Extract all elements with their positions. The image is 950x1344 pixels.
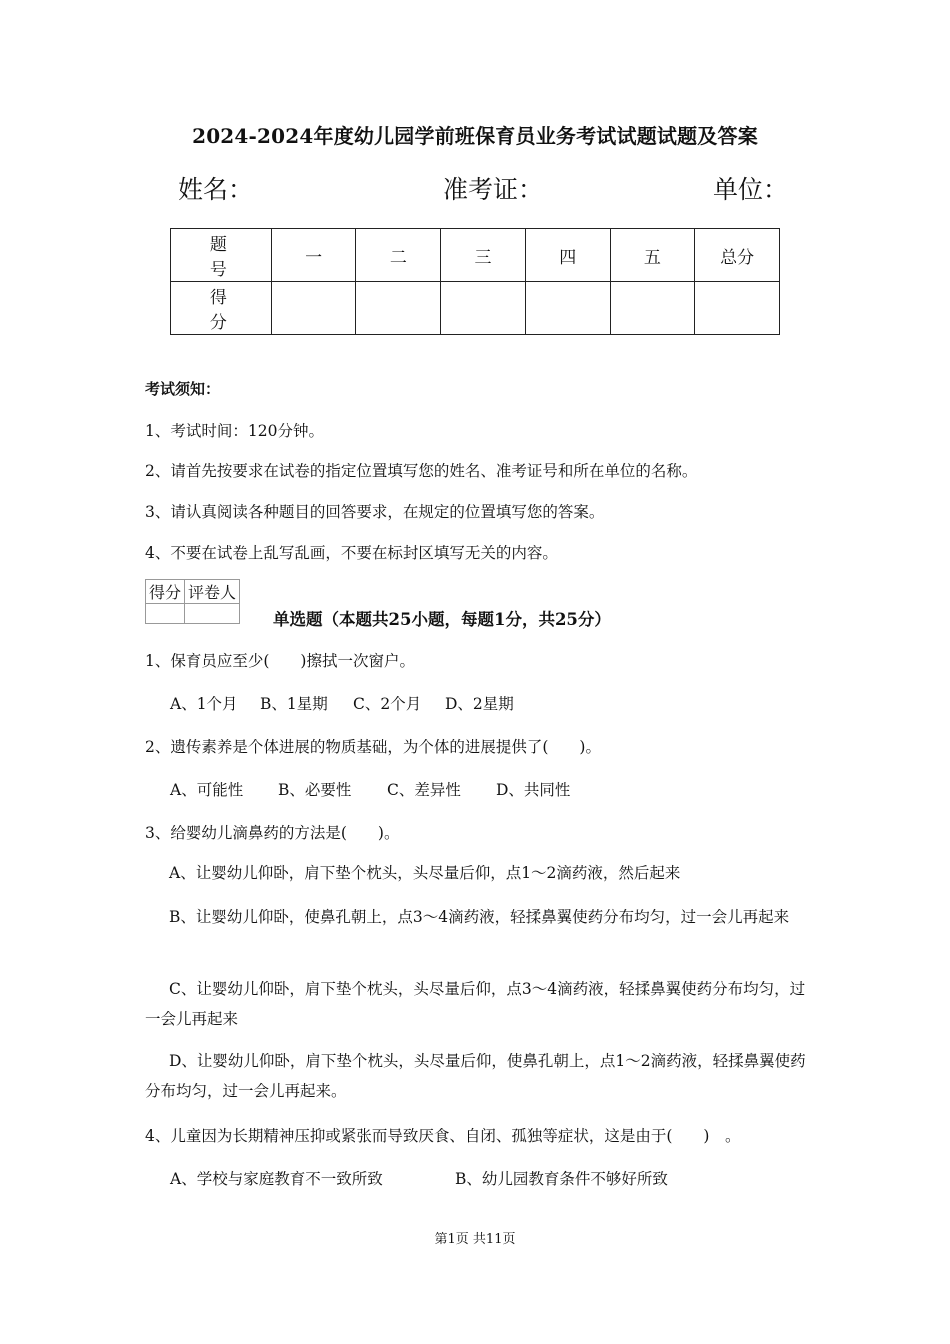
score-cell-2 xyxy=(356,282,441,335)
grader-reviewer-label: 评卷人 xyxy=(185,580,240,604)
notice-item: 2、请首先按要求在试卷的指定位置填写您的姓名、准考证号和所在单位的名称。 xyxy=(145,462,698,480)
grader-score-label: 得分 xyxy=(146,580,185,604)
unit-field-label: 单位： xyxy=(713,175,789,204)
exam-id-field-label: 准考证： xyxy=(443,175,544,204)
question-1: 1、保育员应至少( )擦拭一次窗户。 xyxy=(145,652,415,670)
question-2: 2、遗传素养是个体进展的物质基础，为个体的进展提供了( )。 xyxy=(145,738,601,756)
grader-reviewer-cell xyxy=(185,604,240,624)
question-4-option-b: B、幼儿园教育条件不够好所致 xyxy=(455,1170,668,1188)
score-table xyxy=(170,228,780,335)
question-3-option-c: C、让婴幼儿仰卧，肩下垫个枕头，头尽量后仰，点3～4滴药液，轻揉鼻翼使药分布均匀，过一会儿再起来 xyxy=(145,980,806,1028)
score-cell-3 xyxy=(441,282,526,335)
notice-item: 4、不要在试卷上乱写乱画，不要在标封区填写无关的内容。 xyxy=(145,544,558,562)
score-table-header-label: 题 号 xyxy=(171,229,272,282)
question-3-option-b: B、让婴幼儿仰卧，使鼻孔朝上，点3～4滴药液，轻揉鼻翼使药分布均匀，过一会儿再起来 xyxy=(169,908,790,926)
score-cell-4 xyxy=(525,282,610,335)
question-2-option-a: A、可能性 xyxy=(170,781,244,799)
score-table-header-4: 四 xyxy=(525,229,610,282)
question-1-option-c: C、2个月 xyxy=(353,695,422,713)
score-table-header-1: 一 xyxy=(271,229,356,282)
score-table-header-total: 总分 xyxy=(695,229,780,282)
score-table-header-2: 二 xyxy=(356,229,441,282)
notice-item: 1、考试时间：120分钟。 xyxy=(145,422,324,440)
question-1-option-b: B、1星期 xyxy=(260,695,328,713)
score-table-row-label: 得 分 xyxy=(171,282,272,335)
question-4-option-a: A、学校与家庭教育不一致所致 xyxy=(170,1170,383,1188)
grader-score-cell xyxy=(146,604,185,624)
question-2-option-b: B、必要性 xyxy=(278,781,352,799)
score-table-score-row xyxy=(171,282,780,335)
score-cell-total xyxy=(695,282,780,335)
score-table-header-3: 三 xyxy=(441,229,526,282)
name-field-label: 姓名： xyxy=(178,175,254,204)
document-title: 2024-2024年度幼儿园学前班保育员业务考试试题试题及答案 xyxy=(192,124,758,148)
notice-heading: 考试须知： xyxy=(145,380,221,398)
question-3-option-d: D、让婴幼儿仰卧，肩下垫个枕头，头尽量后仰，使鼻孔朝上，点1～2滴药液，轻揉鼻翼使药分布均匀，过一会儿再起来。 xyxy=(145,1052,806,1100)
question-3-option-a: A、让婴幼儿仰卧，肩下垫个枕头，头尽量后仰，点1～2滴药液，然后起来 xyxy=(169,864,681,882)
question-1-option-a: A、1个月 xyxy=(170,695,238,713)
score-cell-5 xyxy=(610,282,695,335)
score-table-header-row xyxy=(171,229,780,282)
page-footer: 第1页 共11页 xyxy=(434,1232,516,1247)
question-2-option-d: D、共同性 xyxy=(496,781,571,799)
question-1-option-d: D、2星期 xyxy=(445,695,514,713)
score-cell-1 xyxy=(271,282,356,335)
question-4: 4、儿童因为长期精神压抑或紧张而导致厌食、自闭、孤独等症状，这是由于( ) 。 xyxy=(145,1127,741,1145)
grader-box xyxy=(145,579,240,624)
question-2-option-c: C、差异性 xyxy=(387,781,461,799)
section-title: 单选题（本题共25小题，每题1分，共25分） xyxy=(273,610,611,629)
notice-item: 3、请认真阅读各种题目的回答要求，在规定的位置填写您的答案。 xyxy=(145,503,605,521)
score-table-header-5: 五 xyxy=(610,229,695,282)
candidate-fields xyxy=(178,170,789,206)
question-3: 3、给婴幼儿滴鼻药的方法是( )。 xyxy=(145,824,400,842)
